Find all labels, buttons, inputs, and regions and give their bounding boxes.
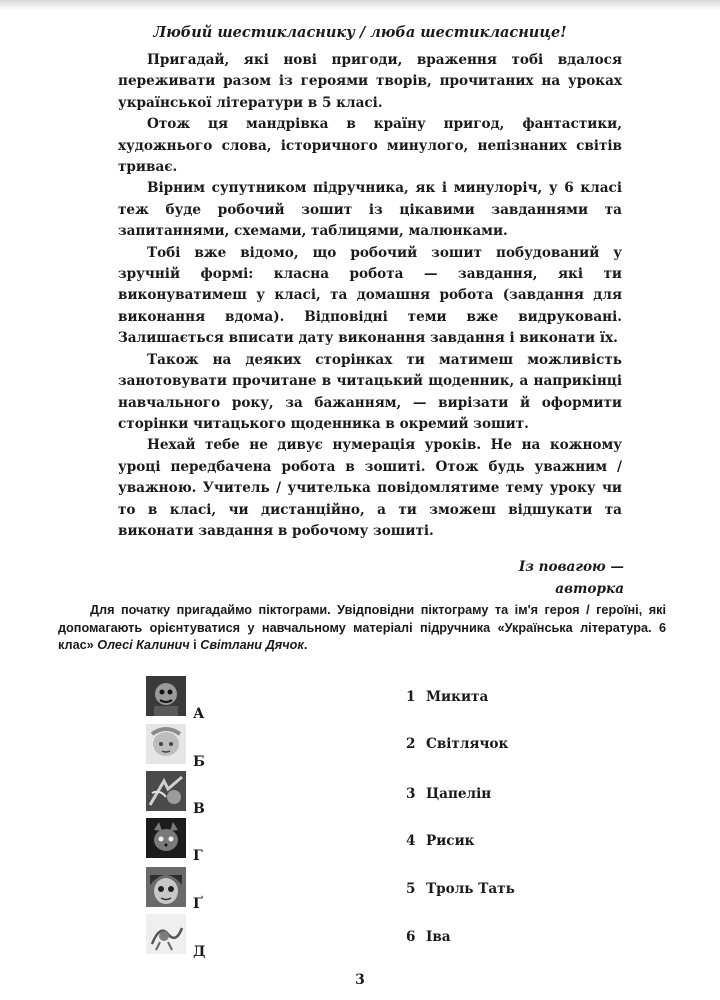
name-text: Рисик	[426, 833, 475, 849]
name-text: Цапелін	[426, 786, 492, 802]
name-item-3	[406, 786, 491, 802]
name-text: Микита	[426, 689, 489, 705]
intro-paragraph-1: Пригадай, які нові пригоди, враження тобі вдалося переживати разом із героями творів, прочитаних на уроках української літератури в 5 класі.	[118, 52, 622, 111]
name-text: Світлячок	[426, 736, 509, 752]
pictogram-letter-g: Ґ	[193, 896, 203, 912]
intro-paragraph-3: Вірним супутником підручника, як і минулоріч, у 6 класі теж буде робочий зошит із цікавими завданнями та запитаннями, схемами, таблицями, малюнками.	[118, 180, 622, 240]
name-number: 3	[406, 786, 416, 802]
name-item-6	[406, 929, 451, 945]
intro-paragraph-6: Нехай тебе не дивує нумерація уроків. Не на кожному уроці передбачена робота в зошиті. Отож будь уважним / уважною. Учитель / учителька повідомлятиме тему уроку чи то в класі, чи дистанційно, а ти зможеш відшукати та виконати завдання в робочому зошиті.	[118, 437, 622, 539]
intro-paragraph-4: Тобі вже відомо, що робочий зошит побудований у зручній формі: класна робота — завдання, які ти виконуватимеш у класі, та домашня робота (завдання для виконання вдома). Відповідні теми вже видруковані. Залишається вписати дату виконання завдання і виконати їх.	[118, 244, 622, 347]
pictogram-letter-v: В	[193, 801, 205, 817]
pictogram-letter-d: Д	[193, 944, 206, 960]
task-text: Для початку пригадаймо піктограми. Увідповідни піктограму та ім'я героя / героїні, які допомагають орієнтуватися у навчальному матеріалі підручника «Українська література. 6 клас»	[58, 603, 666, 652]
intro-text	[118, 50, 622, 542]
pictogram-g-icon	[146, 867, 186, 907]
page-number: 3	[355, 972, 365, 988]
signature	[519, 556, 624, 600]
intro-paragraph-5: Також на деяких сторінках ти матимеш можливість занотовувати прочитане в читацький щоденник, а наприкінці навчального року, за бажанням, — вирізати й оформити сторінки читацького щоденника в окремий зошит.	[118, 351, 622, 432]
name-item-4	[406, 833, 474, 849]
name-number: 2	[406, 736, 416, 752]
task-end: .	[303, 638, 308, 652]
name-number: 6	[406, 929, 416, 945]
pictogram-v-icon	[146, 771, 186, 811]
scan-edge-shadow	[0, 0, 720, 10]
pictogram-d-icon	[146, 914, 186, 954]
task-author-2: Світлани Дячок	[200, 638, 304, 652]
name-item-2	[406, 736, 508, 752]
signature-greeting: Із повагою —	[518, 559, 624, 575]
name-number: 1	[406, 689, 416, 705]
signature-author: авторка	[555, 581, 624, 597]
name-text: Іва	[426, 929, 451, 945]
task-instruction	[58, 602, 666, 655]
pictogram-letter-a: А	[193, 706, 205, 722]
intro-paragraph-2: Отож ця мандрівка в країну пригод, фантастики, художнього слова, історичного минулого, непізнаних світів триває.	[118, 116, 622, 176]
pictogram-h-icon	[146, 818, 186, 858]
name-number: 4	[406, 833, 416, 849]
task-author-1: Олесі Калинич	[97, 638, 190, 652]
name-text: Троль Тать	[426, 881, 515, 897]
pictogram-b-icon	[146, 724, 186, 764]
name-item-1	[406, 689, 488, 705]
pictogram-letter-h: Г	[193, 848, 203, 864]
name-number: 5	[406, 881, 416, 897]
name-item-5	[406, 881, 515, 897]
task-paragraph	[58, 602, 666, 655]
pictogram-letter-b: Б	[193, 754, 205, 770]
greeting-heading: Любий шестикласнику / люба шестикласнице!	[153, 24, 567, 41]
task-conj: і	[193, 638, 197, 652]
pictogram-a-icon	[146, 676, 186, 716]
